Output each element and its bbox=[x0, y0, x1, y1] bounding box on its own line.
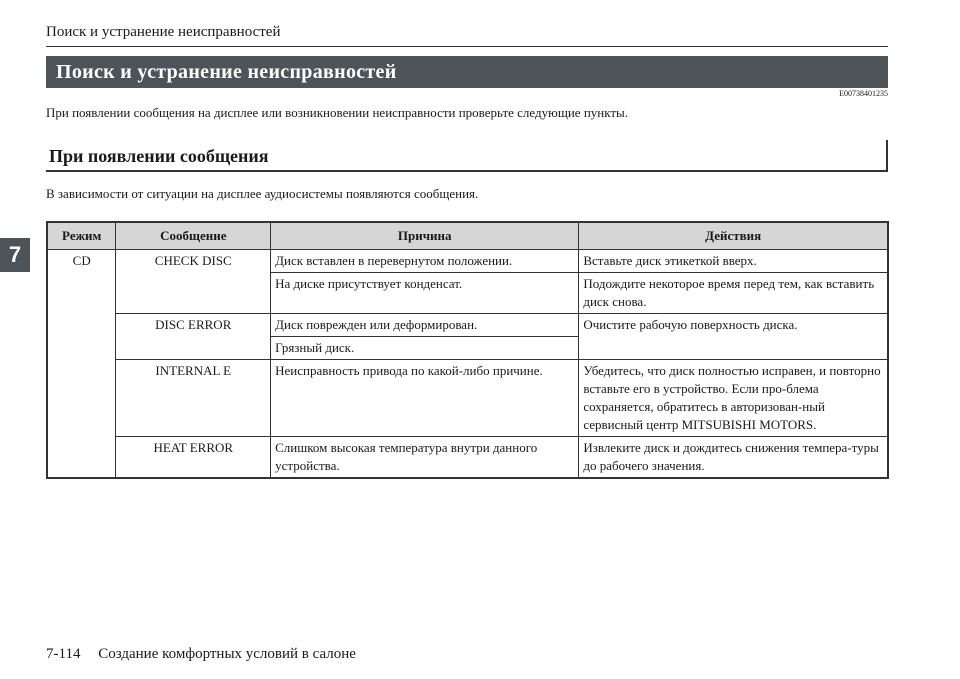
column-header-mode: Режим bbox=[47, 222, 116, 250]
cause-cell: Диск поврежден или деформирован. bbox=[271, 314, 579, 337]
action-cell: Очистите рабочую поверхность диска. bbox=[579, 314, 888, 360]
message-cell: CHECK DISC bbox=[116, 250, 271, 314]
message-cell: INTERNAL E bbox=[116, 360, 271, 437]
action-cell: Извлеките диск и дождитесь снижения темпера-туры до рабочего значения. bbox=[579, 437, 888, 479]
action-cell: Подождите некоторое время перед тем, как вставить диск снова. bbox=[579, 273, 888, 314]
message-cell: DISC ERROR bbox=[116, 314, 271, 360]
running-header: Поиск и устранение неисправностей bbox=[46, 24, 281, 40]
messages-table bbox=[46, 221, 889, 479]
action-cell: Вставьте диск этикеткой вверх. bbox=[579, 250, 888, 273]
table-row bbox=[47, 250, 888, 273]
table-row bbox=[47, 314, 888, 337]
column-header-message: Сообщение bbox=[116, 222, 271, 250]
mode-cell: CD bbox=[47, 250, 116, 479]
table-header-row bbox=[47, 222, 888, 250]
cause-cell: Слишком высокая температура внутри данного устройства. bbox=[271, 437, 579, 479]
header-rule bbox=[46, 46, 888, 47]
document-code: E00738401235 bbox=[839, 89, 888, 98]
chapter-title: Создание комфортных условий в салоне bbox=[98, 646, 356, 662]
section-intro: При появлении сообщения на дисплее или возникновении неисправности проверьте следующие пункты. bbox=[46, 105, 629, 120]
subsection-title: При появлении сообщения bbox=[46, 140, 888, 172]
cause-cell: Грязный диск. bbox=[271, 337, 579, 360]
table-row bbox=[47, 360, 888, 437]
column-header-action: Действия bbox=[579, 222, 888, 250]
page-footer bbox=[46, 646, 356, 663]
cause-cell: Неисправность привода по какой-либо причине. bbox=[271, 360, 579, 437]
page-number: 7-114 bbox=[46, 646, 81, 662]
cause-cell: Диск вставлен в перевернутом положении. bbox=[271, 250, 579, 273]
table-row bbox=[47, 437, 888, 479]
section-title: Поиск и устранение неисправностей bbox=[46, 56, 888, 88]
cause-cell: На диске присутствует конденсат. bbox=[271, 273, 579, 314]
action-cell: Убедитесь, что диск полностью исправен, и повторно вставьте его в устройство. Если про-блема сохраняется, обратитесь в авторизован-ный сервисный центр MITSUBISHI MOTORS. bbox=[579, 360, 888, 437]
chapter-tab: 7 bbox=[0, 238, 30, 272]
message-cell: HEAT ERROR bbox=[116, 437, 271, 479]
subsection-intro: В зависимости от ситуации на дисплее аудиосистемы появляются сообщения. bbox=[46, 186, 479, 201]
column-header-cause: Причина bbox=[271, 222, 579, 250]
